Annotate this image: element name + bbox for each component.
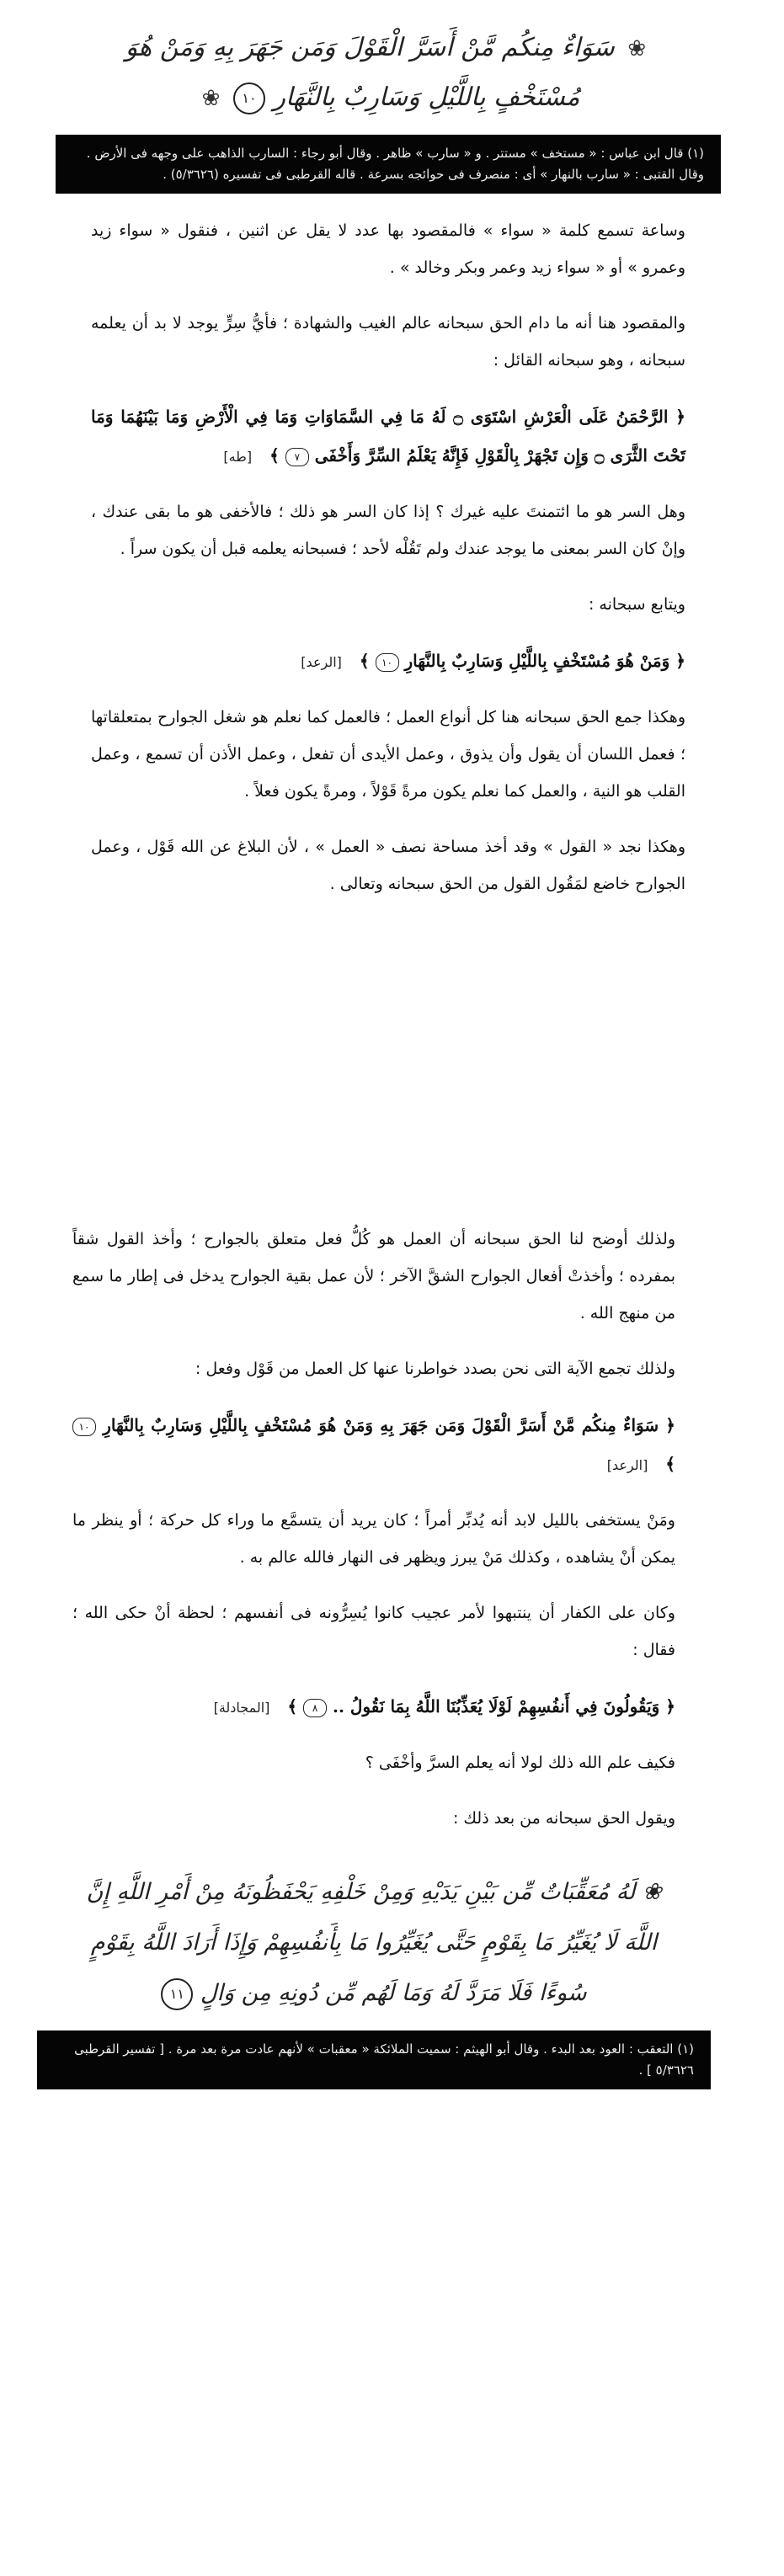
ornament-right-icon: ❀ [627,36,647,61]
paragraph: فكيف علم الله ذلك لولا أنه يعلم السرَّ وأخْفَى ؟ [365,1754,675,1772]
quote-text: وَمَنْ هُوَ مُسْتَخْفٍ بِاللَّيْلِ وَسَارِبٌ بِالنَّهَارِ [404,651,670,671]
ornament-left-icon: ❀ [201,86,221,111]
verse-number-badge: ١٠ [233,82,265,114]
paragraph: وهل السر هو ما ائتمنتَ عليه غيرك ؟ إذا كان السر هو ذلك ؛ فالأخفى هو ما بقى عندك ، وإنْ كان السر بمعنى ما يوجد عندك ولم تَقُلْه لأحد ؛ فسبحانه يعلمه قبل أن يكون سراً . [91,503,685,558]
paragraph: وهكذا نجد « القول » وقد أخذ مساحة نصف « العمل » ، لأن البلاغ عن الله قَوْل ، وعمل الجوارح خاضع لمَقُول القول من الحق سبحانه وتعالى . [91,838,685,893]
quote-verse-number: ١٠ [72,1418,96,1436]
quote-source: [طه] [223,449,253,465]
paragraph: وساعة تسمع كلمة « سواء » فالمقصود بها عدد لا يقل عن اثنين ، فنقول « سواء زيد وعمرو » أو « سواء زيد وعمر وبكر وخالد » . [91,221,685,277]
quran-quote [91,641,685,682]
page-body [37,1195,711,1837]
ornament-right-icon: ❀ [642,1879,662,1905]
quote-verse-number: ٧ [285,448,309,466]
paragraph: ويتابع سبحانه : [588,595,685,614]
verse-text: لَهُ مُعَقِّبَاتٌ مِّن بَيْنِ يَدَيْهِ وَمِنْ خَلْفِهِ يَحْفَظُونَهُ مِنْ أَمْرِ اللَّهِ إِنَّ اللَّهَ لَا يُغَيِّرُ مَا بِقَوْمٍ حَتَّى يُغَيِّرُوا مَا بِأَنفُسِهِمْ وَإِذَا أَرَادَ اللَّهُ بِقَوْمٍ سُوءًا فَلَا مَرَدَّ لَهُ وَمَا لَهُم مِّن دُونِهِ مِن وَالٍ [86,1879,658,2006]
page-body [56,194,721,902]
footnote-box: (١) قال ابن عباس : « مستخف » مستتر . و « سارب » ظاهر . وقال أبو رجاء : السارب الذاهب على وجهه فى الأرض . وقال القتبى : « سارب بالنهار » أى : منصرف فى حوائجه بسرعة . قاله القرطبى فى تفسيره (٥/٣٦٢٦) . [56,135,721,194]
close-bracket-icon: ﴾ [287,1696,298,1716]
quran-quote [91,397,685,476]
open-bracket-icon: ﴿ [675,651,685,671]
paragraph: والمقصود هنا أنه ما دام الحق سبحانه عالم الغيب والشهادة ؛ فأيُّ سِرٍّ يوجد لا بد أن يعلمه سبحانه ، وهو سبحانه القائل : [91,314,685,370]
quote-text: الرَّحْمَنُ عَلَى الْعَرْشِ اسْتَوَى ۝ لَهُ مَا فِي السَّمَاوَاتِ وَمَا فِي الْأَرْضِ وَمَا بَيْنَهُمَا وَمَا تَحْتَ الثَّرَى ۝ وَإِن تَجْهَرْ بِالْقَوْلِ فَإِنَّهُ يَعْلَمُ السِّرَّ وَأَخْفَى [91,407,685,466]
paragraph: ولذلك تجمع الآية التى نحن بصدد خواطرنا عنها كل العمل من قَوْل وفعل : [195,1360,675,1378]
close-bracket-icon: ﴾ [665,1454,675,1474]
paragraph: ولذلك أوضح لنا الحق سبحانه أن العمل هو كُلُّ فعل متعلق بالجوارح ؛ وأخذ القول شقاً بمفرده ؛ وأخذتْ أفعال الجوارح الشقَّ الآخر ؛ لأن عمل بقية الجوارح يدخل فى إطار ما سمع من منهج الله . [72,1230,675,1323]
footnote-box: (١) التعقب : العود بعد البدء . وقال أبو الهيثم : سميت الملائكة « معقبات » لأنهم عادت مرة بعد مرة . [ تفسير القرطبى ٥/٣٦٢٦ ] . [37,2030,711,2089]
quote-source: [الرعد] [301,654,342,670]
open-bracket-icon: ﴿ [665,1415,675,1435]
paragraph: ويقول الحق سبحانه من بعد ذلك : [452,1809,675,1828]
quote-source: [المجادلة] [213,1700,270,1716]
verse-header [37,1855,711,2024]
paragraph: وكان على الكفار أن ينتبهوا لأمر عجيب كانوا يُسِرُّونه فى أنفسهم ؛ لحظة أنْ حكى الله ؛ فقال : [72,1604,675,1659]
verse-number-badge: ١١ [161,1978,193,2010]
quran-quote [72,1406,675,1485]
quote-verse-number: ٨ [303,1699,327,1717]
page-one [56,17,721,1174]
verse-text: سَوَاءٌ مِنكُم مَّنْ أَسَرَّ الْقَوْلَ وَمَن جَهَرَ بِهِ وَمَنْ هُوَ مُسْتَخْفٍ بِاللَّيْلِ وَسَارِبٌ بِالنَّهَارِ [125,33,615,112]
quote-text: وَيَقُولُونَ فِي أَنفُسِهِمْ لَوْلَا يُعَذِّبُنَا اللَّهُ بِمَا نَقُولُ .. [333,1696,660,1716]
paragraph: وهكذا جمع الحق سبحانه هنا كل أنواع العمل ؛ فالعمل كما نعلم هو شغل الجوارح بمتعلقاتها ؛ فعمل اللسان أن يقول وأن يذوق ، وعمل الأيدى أن تفعل ، وعمل الأذن أن تسمع ، وعمل القلب هو النية ، والعمل كما نعلم يكون مرةً قَوْلاً ، ومرةً يكون فعلاً . [91,708,685,801]
verse-header [56,17,721,123]
page-two [37,1195,711,2576]
quran-quote [72,1687,675,1727]
paragraph: ومَنْ يستخفى بالليل لابد أنه يُدبِّر أمراً ؛ كان يريد أن يتسمَّع ما وراء كل حركة ؛ أو ينظر ما يمكن أنْ يشاهده ، وكذلك مَنْ يبرز ويظهر فى النهار فالله عالم به . [72,1511,675,1567]
open-bracket-icon: ﴿ [675,407,685,427]
quote-text: سَوَاءٌ مِنكُم مَّنْ أَسَرَّ الْقَوْلَ وَمَن جَهَرَ بِهِ وَمَنْ هُوَ مُسْتَخْفٍ بِاللَّيْلِ وَسَارِبٌ بِالنَّهَارِ [103,1415,659,1435]
quote-verse-number: ١٠ [376,653,399,672]
open-bracket-icon: ﴿ [665,1696,675,1716]
close-bracket-icon: ﴾ [359,651,370,671]
quote-source: [الرعد] [606,1457,648,1473]
close-bracket-icon: ﴾ [269,445,280,466]
